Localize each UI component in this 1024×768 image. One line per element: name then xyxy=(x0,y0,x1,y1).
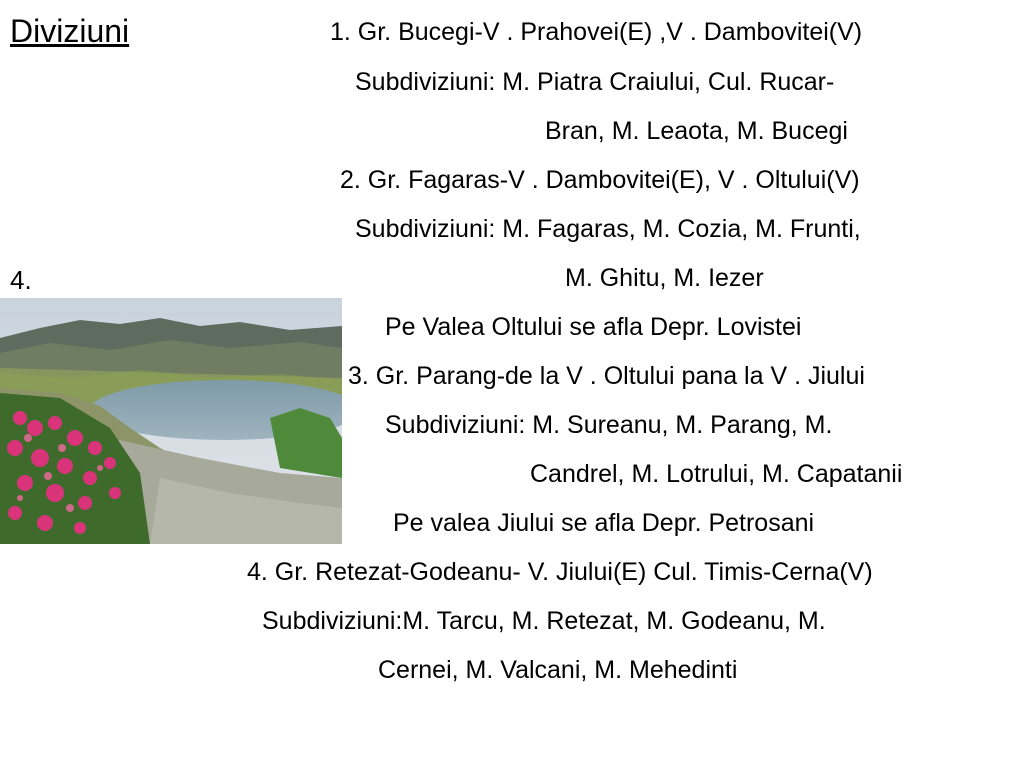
text-line: Subdiviziuni: M. Sureanu, M. Parang, M. xyxy=(385,411,833,439)
text-line: Subdiviziuni: M. Fagaras, M. Cozia, M. Frunti, xyxy=(355,215,861,243)
text-line: 4. Gr. Retezat-Godeanu- V. Jiului(E) Cul. Timis-Cerna(V) xyxy=(247,558,873,586)
text-line: Cernei, M. Valcani, M. Mehedinti xyxy=(378,656,738,684)
text-line: Pe valea Jiului se afla Depr. Petrosani xyxy=(393,509,815,537)
text-line: M. Ghitu, M. Iezer xyxy=(565,264,764,292)
text-line: 2. Gr. Fagaras-V . Dambovitei(E), V . Oltului(V) xyxy=(340,166,860,194)
text-line: Candrel, M. Lotrului, M. Capatanii xyxy=(530,460,903,488)
text-line: Subdiviziuni: M. Piatra Craiului, Cul. Rucar- xyxy=(355,68,835,96)
mountain-lake-photo xyxy=(0,298,342,544)
text-line: Subdiviziuni:M. Tarcu, M. Retezat, M. Godeanu, M. xyxy=(262,607,826,635)
text-line: 1. Gr. Bucegi-V . Prahovei(E) ,V . Dambovitei(V) xyxy=(330,18,863,46)
text-line: Pe Valea Oltului se afla Depr. Lovistei xyxy=(385,313,802,341)
side-number: 4. xyxy=(10,265,32,295)
text-line: Bran, M. Leaota, M. Bucegi xyxy=(545,117,848,145)
text-line: 3. Gr. Parang-de la V . Oltului pana la V . Jiului xyxy=(348,362,865,390)
slide-title: Diviziuni xyxy=(10,13,130,49)
